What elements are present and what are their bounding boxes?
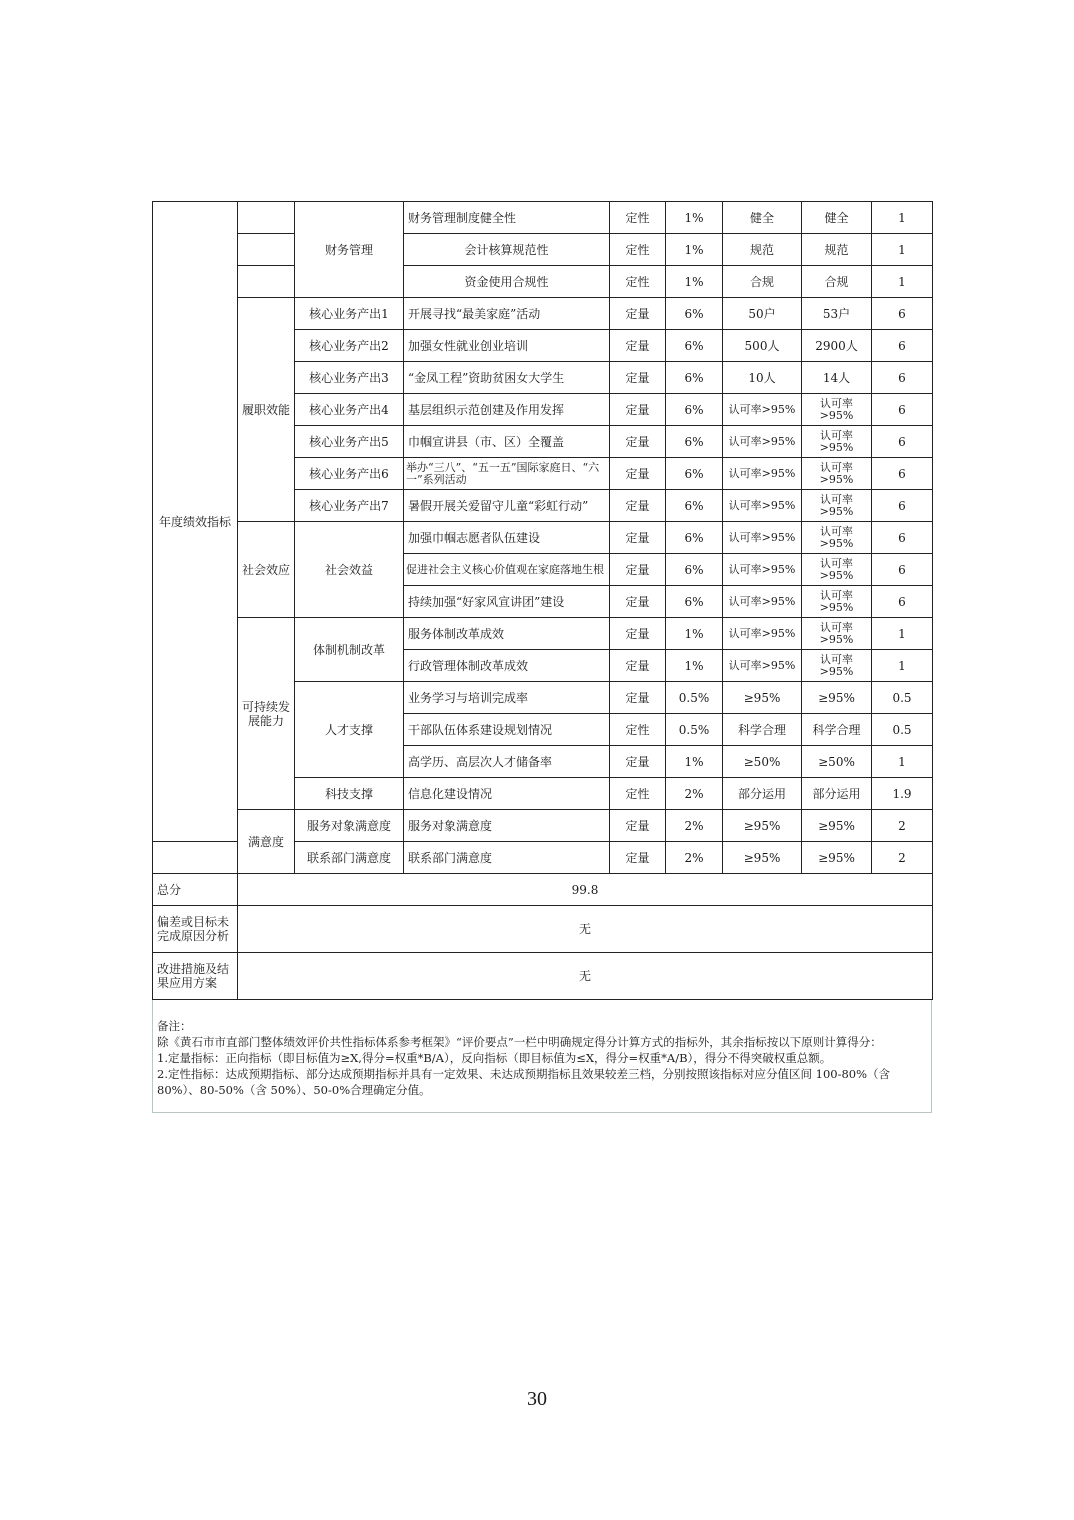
indicator-score: 2 [872, 842, 933, 874]
indicator-target: 认可率>95% [723, 650, 802, 682]
notes-line: 1.定量指标：正向指标（即目标值为≥X,得分=权重*B/A），反向指标（即目标值为≤X，得分=权重*A/B），得分不得突破权重总额。 [157, 1051, 832, 1065]
level1-cell-empty [153, 842, 238, 874]
indicator-type: 定性 [610, 714, 666, 746]
level2-cell-empty [238, 266, 295, 298]
indicator-actual: ≥50% [802, 746, 872, 778]
page-number: 30 [527, 1388, 547, 1410]
indicator-target: 健全 [723, 202, 802, 234]
indicator-score: 1 [872, 618, 933, 650]
indicator-target: 认可率>95% [723, 522, 802, 554]
indicator-score: 0.5 [872, 682, 933, 714]
indicator-target: 500人 [723, 330, 802, 362]
indicator-weight: 1% [666, 266, 723, 298]
indicator-score: 6 [872, 490, 933, 522]
indicator-name: 会计核算规范性 [404, 234, 610, 266]
indicator-type: 定量 [610, 394, 666, 426]
indicator-name: 财务管理制度健全性 [404, 202, 610, 234]
indicator-target: 认可率>95% [723, 586, 802, 618]
table-row [153, 234, 933, 266]
indicator-score: 1.9 [872, 778, 933, 810]
indicator-weight: 1% [666, 618, 723, 650]
indicator-actual: 规范 [802, 234, 872, 266]
indicator-actual: 认可率>95% [802, 458, 872, 490]
indicator-type: 定量 [610, 682, 666, 714]
indicator-name: 促进社会主义核心价值观在家庭落地生根 [404, 554, 610, 586]
indicator-type: 定性 [610, 234, 666, 266]
indicator-name: 信息化建设情况 [404, 778, 610, 810]
indicator-type: 定量 [610, 490, 666, 522]
level2-cell: 可持续发展能力 [238, 618, 295, 810]
indicator-score: 6 [872, 394, 933, 426]
indicator-actual: 认可率>95% [802, 426, 872, 458]
indicator-score: 2 [872, 810, 933, 842]
indicator-actual: ≥95% [802, 842, 872, 874]
indicator-type: 定量 [610, 298, 666, 330]
indicator-name: 行政管理体制改革成效 [404, 650, 610, 682]
indicator-actual: 健全 [802, 202, 872, 234]
indicator-type: 定量 [610, 650, 666, 682]
table-row [153, 810, 933, 842]
indicator-name: 高学历、高层次人才储备率 [404, 746, 610, 778]
indicator-actual: 认可率>95% [802, 490, 872, 522]
level2-cell-empty [238, 202, 295, 234]
indicator-type: 定量 [610, 618, 666, 650]
indicator-score: 1 [872, 650, 933, 682]
indicator-score: 1 [872, 266, 933, 298]
indicator-weight: 0.5% [666, 714, 723, 746]
level3-cell: 核心业务产出2 [295, 330, 404, 362]
level3-cell: 科技支撑 [295, 778, 404, 810]
notes-box [152, 1000, 932, 1113]
indicator-type: 定量 [610, 842, 666, 874]
indicator-type: 定量 [610, 362, 666, 394]
indicator-name: 服务体制改革成效 [404, 618, 610, 650]
level3-cell: 核心业务产出7 [295, 490, 404, 522]
table-row [153, 266, 933, 298]
indicator-score: 6 [872, 298, 933, 330]
indicator-name: 巾帼宣讲县（市、区）全覆盖 [404, 426, 610, 458]
indicator-score: 6 [872, 522, 933, 554]
indicator-actual: ≥95% [802, 682, 872, 714]
indicator-score: 1 [872, 746, 933, 778]
indicator-target: 部分运用 [723, 778, 802, 810]
indicator-type: 定量 [610, 586, 666, 618]
indicator-weight: 6% [666, 458, 723, 490]
indicator-target: ≥95% [723, 682, 802, 714]
indicator-type: 定量 [610, 426, 666, 458]
level2-cell-empty [238, 234, 295, 266]
table-row [153, 202, 933, 234]
indicator-actual: 认可率>95% [802, 522, 872, 554]
indicator-score: 6 [872, 554, 933, 586]
deviation-label: 偏差或目标未完成原因分析 [153, 906, 238, 953]
performance-table [152, 201, 933, 1000]
performance-table-sheet [152, 201, 932, 1113]
level1-cell: 年度绩效指标 [153, 202, 238, 842]
deviation-row [153, 906, 933, 953]
indicator-weight: 6% [666, 394, 723, 426]
table-row [153, 522, 933, 554]
indicator-weight: 6% [666, 298, 723, 330]
total-label: 总分 [153, 874, 238, 906]
indicator-score: 1 [872, 202, 933, 234]
indicator-name: 暑假开展关爱留守儿童“彩虹行动” [404, 490, 610, 522]
level2-cell: 履职效能 [238, 298, 295, 522]
indicator-actual: 认可率>95% [802, 554, 872, 586]
indicator-target: ≥95% [723, 810, 802, 842]
indicator-actual: 合规 [802, 266, 872, 298]
total-row [153, 874, 933, 906]
level3-cell: 体制机制改革 [295, 618, 404, 682]
indicator-target: 科学合理 [723, 714, 802, 746]
level3-cell: 核心业务产出3 [295, 362, 404, 394]
indicator-actual: 认可率>95% [802, 650, 872, 682]
indicator-type: 定量 [610, 554, 666, 586]
indicator-weight: 0.5% [666, 682, 723, 714]
indicator-actual: 认可率>95% [802, 394, 872, 426]
total-value: 99.8 [238, 874, 933, 906]
indicator-name: 业务学习与培训完成率 [404, 682, 610, 714]
indicator-type: 定量 [610, 522, 666, 554]
indicator-weight: 6% [666, 426, 723, 458]
table-row [153, 298, 933, 330]
indicator-score: 1 [872, 234, 933, 266]
indicator-weight: 6% [666, 490, 723, 522]
indicator-weight: 1% [666, 746, 723, 778]
indicator-score: 0.5 [872, 714, 933, 746]
indicator-type: 定性 [610, 202, 666, 234]
indicator-target: 认可率>95% [723, 618, 802, 650]
level3-cell: 核心业务产出6 [295, 458, 404, 490]
indicator-target: ≥50% [723, 746, 802, 778]
indicator-name: “金凤工程”资助贫困女大学生 [404, 362, 610, 394]
indicator-target: 10人 [723, 362, 802, 394]
indicator-target: ≥95% [723, 842, 802, 874]
indicator-score: 6 [872, 330, 933, 362]
indicator-name: 干部队伍体系建设规划情况 [404, 714, 610, 746]
indicator-score: 6 [872, 426, 933, 458]
indicator-name: 加强女性就业创业培训 [404, 330, 610, 362]
indicator-actual: 科学合理 [802, 714, 872, 746]
level3-cell: 核心业务产出4 [295, 394, 404, 426]
indicator-target: 认可率>95% [723, 554, 802, 586]
indicator-weight: 6% [666, 362, 723, 394]
improve-value: 无 [238, 953, 933, 1000]
indicator-actual: 14人 [802, 362, 872, 394]
indicator-name: 服务对象满意度 [404, 810, 610, 842]
deviation-value: 无 [238, 906, 933, 953]
indicator-target: 50户 [723, 298, 802, 330]
indicator-weight: 6% [666, 586, 723, 618]
indicator-target: 合规 [723, 266, 802, 298]
level2-cell: 社会效应 [238, 522, 295, 618]
notes-line: 2.定性指标：达成预期指标、部分达成预期指标并具有一定效果、未达成预期指标且效果较差三档，分别按照该指标对应分值区间 100-80%（含 80%）、80-50%（含 50%）、50-0%合理确定分值。 [157, 1067, 891, 1097]
indicator-actual: 部分运用 [802, 778, 872, 810]
indicator-score: 6 [872, 362, 933, 394]
level3-cell: 服务对象满意度 [295, 810, 404, 842]
indicator-type: 定量 [610, 330, 666, 362]
indicator-actual: ≥95% [802, 810, 872, 842]
indicator-name: 加强巾帼志愿者队伍建设 [404, 522, 610, 554]
indicator-target: 认可率>95% [723, 394, 802, 426]
indicator-type: 定量 [610, 810, 666, 842]
indicator-actual: 2900人 [802, 330, 872, 362]
indicator-weight: 2% [666, 810, 723, 842]
indicator-actual: 53户 [802, 298, 872, 330]
indicator-actual: 认可率>95% [802, 586, 872, 618]
indicator-target: 认可率>95% [723, 426, 802, 458]
indicator-type: 定量 [610, 746, 666, 778]
indicator-weight: 6% [666, 554, 723, 586]
indicator-weight: 1% [666, 202, 723, 234]
indicator-actual: 认可率>95% [802, 618, 872, 650]
indicator-target: 认可率>95% [723, 458, 802, 490]
indicator-name: 基层组织示范创建及作用发挥 [404, 394, 610, 426]
level2-cell: 满意度 [238, 810, 295, 874]
indicator-score: 6 [872, 586, 933, 618]
notes-line: 除《黄石市市直部门整体绩效评价共性指标体系参考框架》“评价要点”一栏中明确规定得分计算方式的指标外，其余指标按以下原则计算得分： [157, 1035, 882, 1049]
table-row [153, 618, 933, 650]
indicator-score: 6 [872, 458, 933, 490]
indicator-target: 规范 [723, 234, 802, 266]
indicator-type: 定性 [610, 778, 666, 810]
indicator-name: 开展寻找“最美家庭”活动 [404, 298, 610, 330]
indicator-weight: 1% [666, 650, 723, 682]
indicator-weight: 2% [666, 778, 723, 810]
notes-title: 备注： [157, 1019, 192, 1033]
indicator-target: 认可率>95% [723, 490, 802, 522]
level3-cell: 人才支撑 [295, 682, 404, 778]
level3-cell: 联系部门满意度 [295, 842, 404, 874]
improve-row [153, 953, 933, 1000]
indicator-name: 持续加强“好家风宣讲团”建设 [404, 586, 610, 618]
indicator-type: 定量 [610, 458, 666, 490]
indicator-weight: 6% [666, 330, 723, 362]
level3-cell: 社会效益 [295, 522, 404, 618]
indicator-name: 联系部门满意度 [404, 842, 610, 874]
indicator-weight: 2% [666, 842, 723, 874]
level3-cell: 核心业务产出1 [295, 298, 404, 330]
indicator-type: 定性 [610, 266, 666, 298]
level3-cell: 财务管理 [295, 202, 404, 298]
indicator-name: 举办“三八”、“五一五”国际家庭日、“六一”系列活动 [404, 458, 610, 490]
indicator-name: 资金使用合规性 [404, 266, 610, 298]
indicator-weight: 6% [666, 522, 723, 554]
level3-cell: 核心业务产出5 [295, 426, 404, 458]
indicator-weight: 1% [666, 234, 723, 266]
improve-label: 改进措施及结果应用方案 [153, 953, 238, 1000]
